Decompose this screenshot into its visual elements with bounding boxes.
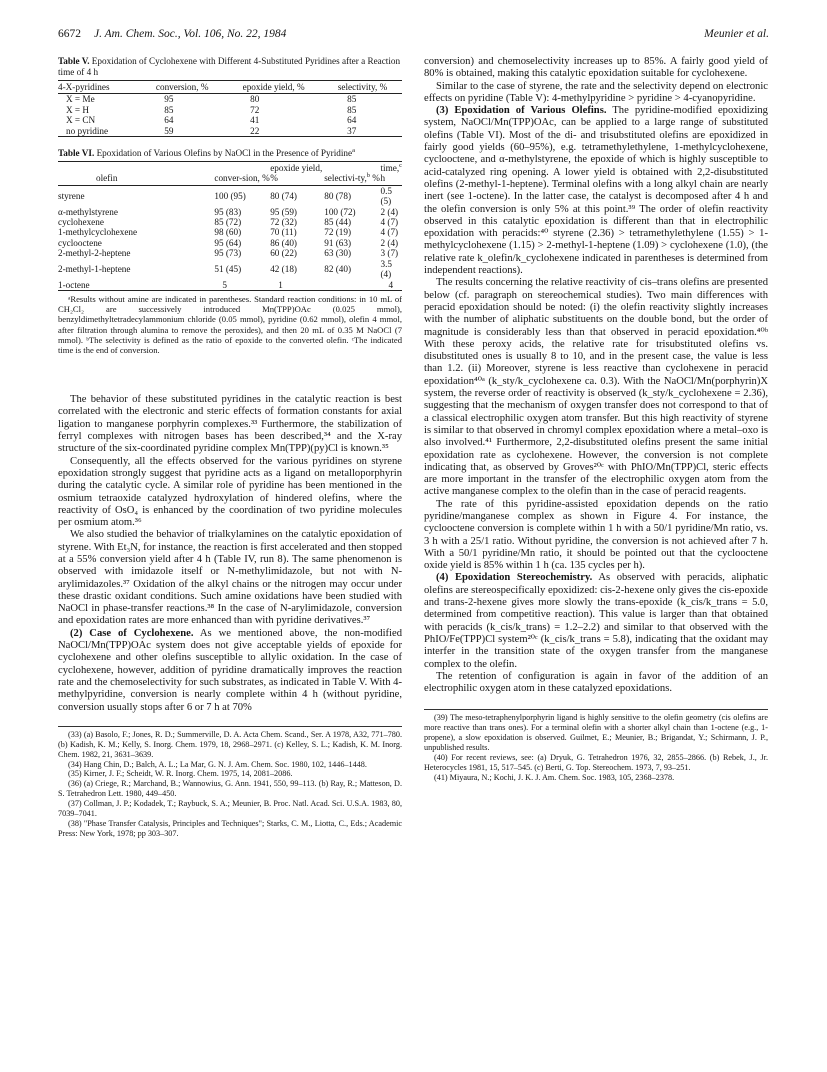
table-cell: cyclooctene bbox=[58, 237, 102, 248]
reference: (37) Collman, J. P.; Kodadek, T.; Raybuck, S. A.; Meunier, B. Proc. Natl. Acad. Sci. U.S.A. 1983, 80, 7039–7041. bbox=[58, 799, 402, 819]
table-cell: 64 bbox=[164, 115, 174, 126]
table-cell: 1-octene bbox=[58, 280, 214, 291]
table-cell: 22 bbox=[224, 126, 323, 137]
section-heading: (3) Epoxidation of Various Olefins. bbox=[436, 105, 607, 117]
reference: (39) The meso-tetraphenylporphyrin ligand is highly sensitive to the olefin geometry (cis olefins are more reactive than trans ones). For a terminal olefin with a shorter alkyl chain than 1-octene (e.g., 1-propene), a slow epoxidation is observed. Guilmet, E.; Meunier, B.; Brigandat, Y.; Schirmann, J. P., unpublished results. bbox=[424, 713, 768, 753]
reference: (35) Kirner, J. F.; Scheidt, W. R. Inorg. Chem. 1975, 14, 2081–2086. bbox=[68, 769, 293, 779]
table-cell: 2 (4) bbox=[380, 237, 399, 248]
table-cell: X = H bbox=[66, 104, 90, 115]
table-cell: 85 bbox=[347, 104, 357, 115]
table-cell: 85 bbox=[164, 104, 174, 115]
table-cell: 100 (95) bbox=[214, 191, 246, 202]
table-cell bbox=[324, 280, 380, 291]
table-row bbox=[58, 105, 402, 115]
table5-caption: Table V. Epoxidation of Cyclohexene with Different 4-Substituted Pyridines after a Reaction time of 4 h bbox=[58, 56, 401, 77]
table-cell: 85 bbox=[347, 94, 357, 105]
table6-col-header: olefin bbox=[58, 162, 214, 186]
table-cell: 42 (18) bbox=[270, 263, 297, 274]
table-cell: 4 bbox=[381, 280, 403, 291]
table-cell: 4 (7) bbox=[380, 217, 399, 228]
paragraph: We also studied the behavior of trialkylamines on the catalytic epoxidation of styrene. With Et₃N, for instance, the reaction is first accelerated and then stopped at a 55% conversion yield after 4 h (Table IV, run 8). The same phenomenon is observed with imidazole itself or N-methylimidazole, but not with N-arylimidazoles.³⁷ Oxidation of the alkyl chains or the nitrogen may occur under these drastic oxidant conditions. Such amine oxidations have been studied with NaOCl in phase-transfer reactions.³⁸ In the case of N-arylimidazole, conversion and epoxidation rates are more enhanced than with pyridine derivatives.³⁷ bbox=[58, 529, 403, 627]
table6-col-header: selectivi-ty,$^b$ % bbox=[324, 162, 380, 186]
table5-col-header: 4-X-pyridines bbox=[58, 81, 140, 94]
paragraph: The rate of this pyridine-assisted epoxidation depends on the ratio pyridine/manganese complex as shown in Figure 4. For instance, the cyclooctene conversion is complete within 1 h with a 50/1 pyridine/Mn ratio, vs. 3 h with a 25/1 ratio. Without pyridine, the conversion is not achieved after 7 h. With a 50/1 pyridine/Mn ratio, it should be pointed out that the cyclooctene oxide yield is 85% within 1 h (ca. 135 cycles per h). bbox=[424, 498, 768, 572]
table-cell: 60 (22) bbox=[270, 248, 297, 259]
table-cell: 5 bbox=[214, 280, 270, 291]
reference: (36) (a) Criege, R.; Marchand, B.; Wannowius, G. Ann. 1941, 550, 99–113. (b) Ray, R.; Matteson, D. S. Tetrahedron Lett. 1980, 449–450. bbox=[58, 779, 402, 799]
table-cell: 70 (11) bbox=[270, 227, 297, 238]
journal-citation: J. Am. Chem. Soc., Vol. 106, No. 22, 1984 bbox=[94, 28, 287, 40]
reference: (34) Hang Chin, D.; Balch, A. L.; La Mar, G. N. J. Am. Chem. Soc. 1980, 102, 1446–1448. bbox=[68, 759, 367, 769]
table-cell: 95 (59) bbox=[270, 206, 297, 217]
table6-col-header: epoxide yield, % bbox=[270, 163, 323, 184]
table-cell: 2-methyl-1-heptene bbox=[58, 263, 131, 274]
table-cell: 59 bbox=[140, 126, 224, 137]
page-header bbox=[58, 28, 769, 44]
table-cell: 63 (30) bbox=[324, 248, 352, 259]
table-cell: 80 bbox=[250, 94, 260, 105]
left-references bbox=[58, 726, 402, 839]
table-cell: α-methylstyrene bbox=[58, 206, 118, 217]
right-references bbox=[424, 709, 768, 782]
table6 bbox=[58, 161, 402, 291]
table-row bbox=[58, 227, 402, 237]
table-cell: 95 (73) bbox=[214, 248, 242, 259]
table-cell: 0.5 (5) bbox=[380, 185, 392, 207]
table5-header-row bbox=[58, 81, 402, 94]
table-cell: 80 (78) bbox=[324, 191, 352, 202]
paragraph: Similar to the case of styrene, the rate and the selectivity depend on electronic effects on pyridine (Table V): 4-methylpyridine > pyridine > 4-cyanopyridine. bbox=[424, 80, 768, 104]
table6-footnote: ᵃResults without amine are indicated in parentheses. Standard reaction conditions: in 10 mL of CH₂Cl₂ are successively introduced Mn(TPP)OAc (0.025 mmol), benzyldimethyltetradecylammonium chloride (0.05 mmol), pyridine (0.62 mmol), olefin 4 mmol, after filtration through alumina to remove the peroxides), and then 20 mL of 0.35 M NaOCl (7 mmol). ᵇThe selectivity is defined as the ratio of epoxide to the converted olefin. ᶜThe indicated time is the end of conversion. bbox=[58, 293, 402, 355]
table-row bbox=[58, 259, 402, 280]
table-cell: 85 (72) bbox=[214, 217, 242, 228]
table-row bbox=[58, 248, 402, 258]
table-cell: 4 (7) bbox=[380, 227, 399, 238]
table-row bbox=[58, 217, 402, 227]
table-cell: 95 bbox=[164, 94, 174, 105]
page-number: 6672 bbox=[58, 28, 81, 40]
table-cell: 82 (40) bbox=[324, 263, 352, 274]
table6-caption: Table VI. Epoxidation of Various Olefins by NaOCl in the Presence of Pyridine$^a$ bbox=[58, 146, 355, 159]
table6-col-header: time,$^c$ h bbox=[380, 161, 402, 184]
table-cell: X = CN bbox=[66, 115, 96, 126]
running-authors: Meunier et al. bbox=[704, 28, 769, 40]
table-cell: 72 bbox=[250, 104, 260, 115]
table-cell: 64 bbox=[347, 115, 357, 126]
table-cell: 80 (74) bbox=[270, 191, 297, 202]
table-cell: no pyridine bbox=[58, 126, 140, 137]
table6-header-row bbox=[58, 162, 402, 186]
table-row bbox=[58, 126, 402, 137]
reference: (41) Miyaura, N.; Kochi, J. K. J. Am. Chem. Soc. 1983, 105, 2368–2378. bbox=[434, 772, 675, 782]
reference: (40) For recent reviews, see: (a) Dryuk, G. Tetrahedron 1976, 32, 2855–2866. (b) Rebek, J., Jr. Heterocycles 1981, 15, 517–545. (c) Berti, G. Top. Stereochem. 1973, 7, 93–251. bbox=[424, 753, 768, 772]
left-body-text bbox=[58, 394, 402, 714]
table-row bbox=[58, 94, 402, 105]
table-cell: 98 (60) bbox=[214, 227, 242, 238]
table-cell: 51 (45) bbox=[214, 263, 242, 274]
right-column bbox=[424, 56, 768, 783]
table-cell: 1 bbox=[270, 280, 324, 291]
table-cell: 100 (72) bbox=[324, 206, 356, 217]
table-cell: X = Me bbox=[66, 94, 95, 105]
table-cell: 91 (63) bbox=[324, 237, 352, 248]
table5-col-header: epoxide yield, % bbox=[224, 81, 323, 94]
table5 bbox=[58, 80, 402, 137]
paragraph: The results concerning the relative reactivity of cis–trans olefins are presented below (cf. paragraph on stereochemical studies). Two main differences with peracid epoxidation should be noted: (i) the olefin reactivity slightly increases with the number of aliphatic substituents on the double bond, but the order of magnitude is considerably less than that observed in peracid epoxidation.⁴⁰ᵇ With these peroxy acids, the relative rate for trisubstituted olefins vs. disubstituted ones is usually 8 to 10, and in the present case, the value is less than 1.2. (ii) Moreover, styrene is less reactive than cyclohexene in peracid epoxidation⁴⁰ᵃ (k_sty/k_cyclohexene ca. 0.3). With the NaOCl/Mn(porphyrin)X system, the reverse order of reactivity is observed (k_sty/k_cyclohexene = 2.36), suggesting that the mechanism of oxygen transfer does not correspond to that of a classical electrophilic oxygen atom transfer. But this high reactivity of styrene is similar to that observed in chromyl complex epoxidation where a metal–oxo is also involved.⁴¹ Furthermore, 2,2-disubstituted olefins present the same initial epoxidation rate as cyclohexene. However, the conversion is not complete indicating that, as observed by Groves²⁰ᶜ with PhIO/Mn(TPP)Cl, steric effects are more important in the transfer of the electrophilic oxygen atom from the active manganese complex to the olefin than in the case of peracid reagents. bbox=[424, 277, 768, 498]
table6-col-header: conver-sion, % bbox=[214, 162, 270, 186]
table-cell: styrene bbox=[58, 191, 85, 202]
table-cell: 95 (64) bbox=[214, 237, 242, 248]
section-heading: (2) Case of Cyclohexene. bbox=[70, 627, 194, 639]
paragraph: The behavior of these substituted pyridines in the catalytic reaction is best correlated with the electronic and steric effects of formation constants for axial ligation to manganese porphyrin complexes.³³ Furthermore, the stabilization of ferryl complexes with nitrogen bases has been described,³⁴ and the X-ray structure of the six-coordinated pyridine complex Mn(TPP)(py)Cl is known.³⁵ bbox=[58, 394, 402, 455]
left-column bbox=[58, 56, 402, 839]
paragraph: (4) Epoxidation Stereochemistry. As observed with peracids, aliphatic olefins are stereospecifically epoxidized: cis-2-hexene only gives the cis-epoxide and trans-2-hexene gives more slowly the trans-epoxide (k_cis/k_trans = 5.0, determined from competitive reaction). This value is larger than that obtained with peracids (k_cis/k_trans) = 1.2–2.2) and similar to that observed with the PhIO/Fe(TPP)Cl system²⁰ᶜ (k_cis/k_trans = 5.8), indicating that the oxidant may interfer in the transition state of the oxygen transfer from the manganese complex to the olefin. bbox=[424, 572, 768, 670]
table-cell: 3.5 (4) bbox=[380, 258, 392, 280]
table-cell: 72 (19) bbox=[324, 227, 352, 238]
table-row bbox=[58, 280, 402, 291]
table-cell: 2-methyl-2-heptene bbox=[58, 248, 131, 259]
table-row bbox=[58, 207, 402, 217]
table-cell: 95 (83) bbox=[214, 206, 242, 217]
table-cell: 1-methylcyclohexene bbox=[58, 227, 138, 238]
paragraph: conversion) and chemoselectivity increases up to 85%. A fairly good yield of 80% is obtained, making this catalytic epoxidation suitable for cyclohexene. bbox=[424, 56, 768, 80]
table-row bbox=[58, 185, 402, 206]
paragraph: (2) Case of Cyclohexene. As we mentioned above, the non-modified NaOCl/Mn(TPP)OAc system does not give acceptable yields of epoxide for cyclohexene and other olefins susceptible to allylic oxidation. In the case of cyclohexene, however, addition of pyridine dramatically improves the reaction rate and the chemoselectivity for such substrates, as indicated in Table V. With 4-methylpyridine, conversion is nearly complete within 4 h (without pyridine, conversion usually stops after 6 or 7 h at 70% bbox=[58, 627, 402, 713]
table-cell: 85 (44) bbox=[324, 217, 352, 228]
table-row bbox=[58, 238, 402, 248]
table-cell: cyclohexene bbox=[58, 217, 104, 228]
paragraph: The retention of configuration is again in favor of the addition of an electrophilic oxygen atom in these catalyzed epoxidations. bbox=[424, 670, 768, 695]
table-cell: 3 (7) bbox=[380, 248, 399, 259]
table-cell: 37 bbox=[323, 126, 402, 137]
reference: (33) (a) Basolo, F.; Jones, R. D.; Summerville, D. A. Acta Chem. Scand., Ser. A 1978, A32, 771–780. (b) Kadish, K. M.; Kelly, S. Inorg. Chem. 1979, 18, 2968–2971. (c) Kelley, S. L.; Kadish, K. M. Inorg. Chem. 1982, 21, 3631–3639. bbox=[58, 729, 402, 759]
paragraph: Consequently, all the effects observed for the various pyridines on styrene epoxidation strongly suggest that pyridine acts as a ligand on metalloporphyrin during the catalytic cycle. A similar role of pyridine has been mentioned in the osmium tetraoxide catalyzed hydroxylation of hindered olefins, where the reactivity of OsO₄ is enhanced by the coordination of two pyridine molecules per osmium atom.³⁶ bbox=[58, 455, 402, 529]
section-heading: (4) Epoxidation Stereochemistry. bbox=[436, 572, 593, 584]
paragraph: (3) Epoxidation of Various Olefins. The pyridine-modified epoxidizing system, NaOCl/Mn(TPP)OAc, can be applied to a large range of substituted olefins (Table VI). Most of the di- and trisubstituted olefins are epoxidized in fairly good yields (60–95%), e.g. tetramethylethylene, 1-methylcyclohexene, cyclooctene, and α-methylstyrene, the epoxide of which is highly susceptible to acid-catalyzed ring opening. A lower yield is obtained with 2,2-disubstituted olefins (2-methyl-1-heptene). Terminal olefins with a long alkyl chain are nearly inert (see 1-octene). In the latter case, the catalyst is decomposed after 4 h and the olefin conversion is only 5% at this point.³⁹ The order of olefin reactivity observed in this catalytic epoxidation is different than that in electrophilic epoxidation with peracids:⁴⁰ styrene (2.36) > tetramethylethylene (1.55) > 1-methylcyclohexene (1.15) > 2-methyl-1-heptene (1.09) > cyclohexene (1.0), (the relative rate k_olefin/k_cyclohexene indicated in parentheses is determined from independent reactions). bbox=[424, 105, 768, 277]
table-cell: 86 (40) bbox=[270, 237, 297, 248]
table-row bbox=[58, 115, 402, 125]
table5-col-header: selectivity, % bbox=[323, 81, 402, 94]
table5-col-header: conversion, % bbox=[140, 81, 224, 94]
reference: (38) "Phase Transfer Catalysis, Principles and Techniques"; Starks, C. M., Liotta, C., Eds.; Academic Press: New York, 1978; pp 303–307. bbox=[58, 819, 402, 838]
table-cell: 2 (4) bbox=[380, 206, 399, 217]
table-cell: 72 (32) bbox=[270, 217, 297, 228]
table-cell: 41 bbox=[250, 115, 260, 126]
right-body-text bbox=[424, 56, 768, 695]
